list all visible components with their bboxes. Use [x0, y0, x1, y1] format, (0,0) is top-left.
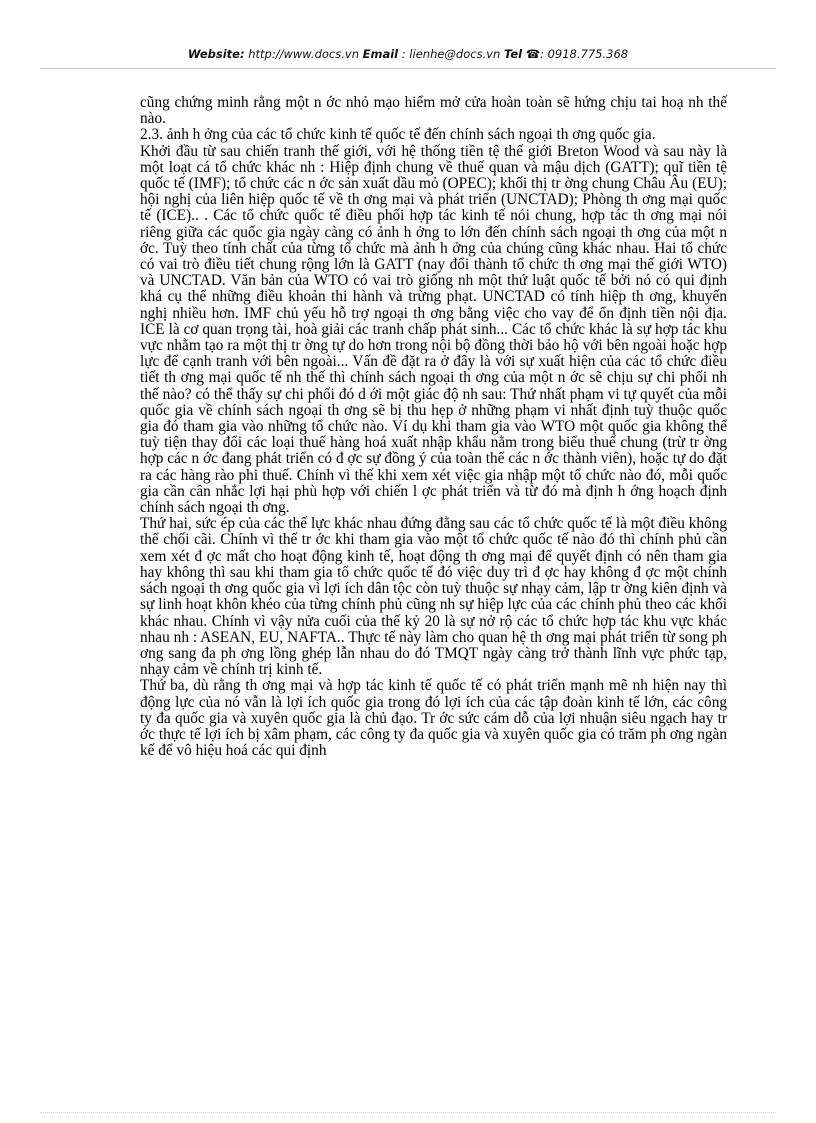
paragraph-intro: cũng chứng minh rằng một n ớc nhỏ mạo hiểm mở cửa hoàn toàn sẽ hứng chịu tai hoạ nh thế nào. — [140, 94, 727, 128]
page-header — [0, 47, 816, 61]
website-url[interactable]: http://www.docs.vn — [244, 47, 363, 61]
tel-label: Tel — [503, 47, 523, 61]
header-divider — [40, 68, 776, 69]
paragraph-third-point: Thứ ba, dù rằng th ơng mại và hợp tác kinh tế quốc tế có phát triển mạnh mẽ nh hiện nay thì động lực của nó vẫn là lợi ích quốc gia trong đó lợi ích của các tập đoàn kinh tế lớn, các công ty đa quốc gia và xuyên quốc gia là chủ đạo. Tr ớc sức cám dỗ của lợi nhuận siêu ngạch hay tr ớc thực tế lợi ích bị xâm phạm, các công ty đa quốc gia và xuyên quốc gia có trăm ph ơng ngàn kế để vô hiệu hoá các qui định — [140, 677, 727, 760]
document-body — [140, 95, 727, 759]
phone-icon: ☎ — [525, 47, 541, 61]
phone-number: : 0918.775.368 — [540, 47, 629, 61]
section-heading: 2.3. ảnh h ởng của các tổ chức kinh tế quốc tế đến chính sách ngoại th ơng quốc gia. — [140, 126, 656, 144]
email-label: Email — [362, 47, 399, 61]
email-address[interactable]: : lienhe@docs.vn — [398, 47, 504, 61]
paragraph-second-point: Thứ hai, sức ép của các thế lực khác nhau đứng đằng sau các tổ chức quốc tế là một điều không thể chối cãi. Chính vì thế tr ớc khi tham gia vào một tổ chức quốc tế nào đó thì chính phủ cần xem xét đ ợc mất cho hoạt động kinh tế, hoạt động th ơng mại để quyết định có nên tham gia hay không thì sau khi tham gia tổ chức quốc tế đó việc duy trì đ ợc hay không đ ợc một chính sách ngoại th ơng quốc gia vì lợi ích dân tộc còn tuỳ thuộc sự nhạy cảm, lập tr ờng kiên định và sự linh hoạt khôn khéo của từng chính phủ cũng nh sự hiệp lực của các chính phủ theo các khối khác nhau. Chính vì vậy nửa cuối của thế kỷ 20 là sự nở rộ các tổ chức hợp tác khu vực khác nhau nh : ASEAN, EU, NAFTA.. Thực tế này làm cho quan hệ th ơng mại phát triển từ song ph ơng sang đa ph ơng lồng ghép lẫn nhau do đó TMQT ngày càng trở thành lĩnh vực phức tạp, nhạy cảm về chính trị kinh tế. — [140, 515, 727, 679]
website-label: Website: — [187, 47, 245, 61]
footer-divider — [40, 1112, 776, 1113]
paragraph-main: Khởi đầu từ sau chiến tranh thế giới, với hệ thống tiền tệ thế giới Breton Wood và sau này là một loạt cá tổ chức khác nh : Hiệp định chung về thuế quan và mậu dịch (GATT); quĩ tiền tệ quốc tế (IMF); tổ chức các n ớc sản xuất dầu mỏ (OPEC); khối thị tr ờng chung Châu Âu (EU); hội nghị của liên hiệp quốc tế về th ơng mại và phát triển (UNCTAD); Phòng th ơng mại quốc tế (ICE).. . Các tổ chức quốc tế điều phối hợp tác kinh tế nói chung, hợp tác th ơng mại nói riêng giữa các quốc gia ngày càng có ảnh h ởng to lớn đến chính sách ngoại th ơng của một n ớc. Tuỳ theo tính chất của từng tổ chức mà ảnh h ởng của chúng cũng khác nhau. Hai tổ chức có vai trò điều tiết chung rộng lớn là GATT (nay đổi thành tổ chức th ơng mại thế giới WTO) và UNCTAD. Văn bản của WTO có vai trò giống nh một thứ luật quốc tế bởi nó có qui định khá cụ thể những điều khoản thi hành và trừng phạt. UNCTAD có tính hiệp th ơng, khuyến nghị nhiều hơn. IMF chủ yếu hỗ trợ ngoại th ơng bằng việc cho vay để ổn định tiền nội địa. ICE là cơ quan trọng tài, hoà giải các tranh chấp phát sinh... Các tổ chức khác là sự hợp tác khu vực nhằm tạo ra một thị tr ờng tự do hơn trong nội bộ đồng thời bảo hộ với bên ngoài hoặc hợp lực để cạnh tranh với bên ngoài... Vấn đề đặt ra ở đây là với sự xuất hiện của các tổ chức điều tiết th ơng mại quốc tế nh thế thì chính sách ngoại th ơng của một n ớc sẽ chịu sự chi phối nh thế nào? có thể thấy sự chi phối đó d ới một giác độ nh sau: Thứ nhất phạm vi tự quyết của mỗi quốc gia về chính sách ngoại th ơng sẽ bị thu hẹp ở những phạm vi nhất định tuỳ thuộc quốc gia đó tham gia vào những tổ chức nào. Ví dụ khi tham gia vào WTO một quốc gia không thể tuỳ tiện thay đổi các loại thuế hàng hoá xuất nhập khẩu nằm trong biểu thuế chung (trừ tr ờng hợp các n ớc đang phát triển có đ ợc sự đồng ý của toàn thể các n ớc thành viên), hoặc tự do đặt ra các hàng rào phi thuế. Chính vì thế khi xem xét việc gia nhập một tổ chức nào đó, mỗi quốc gia cần cân nhắc lợi hại phù hợp với chiến l ợc phát triển và từ đó mà định h ớng hoạch định chính sách ngoại th ơng. — [140, 142, 727, 517]
